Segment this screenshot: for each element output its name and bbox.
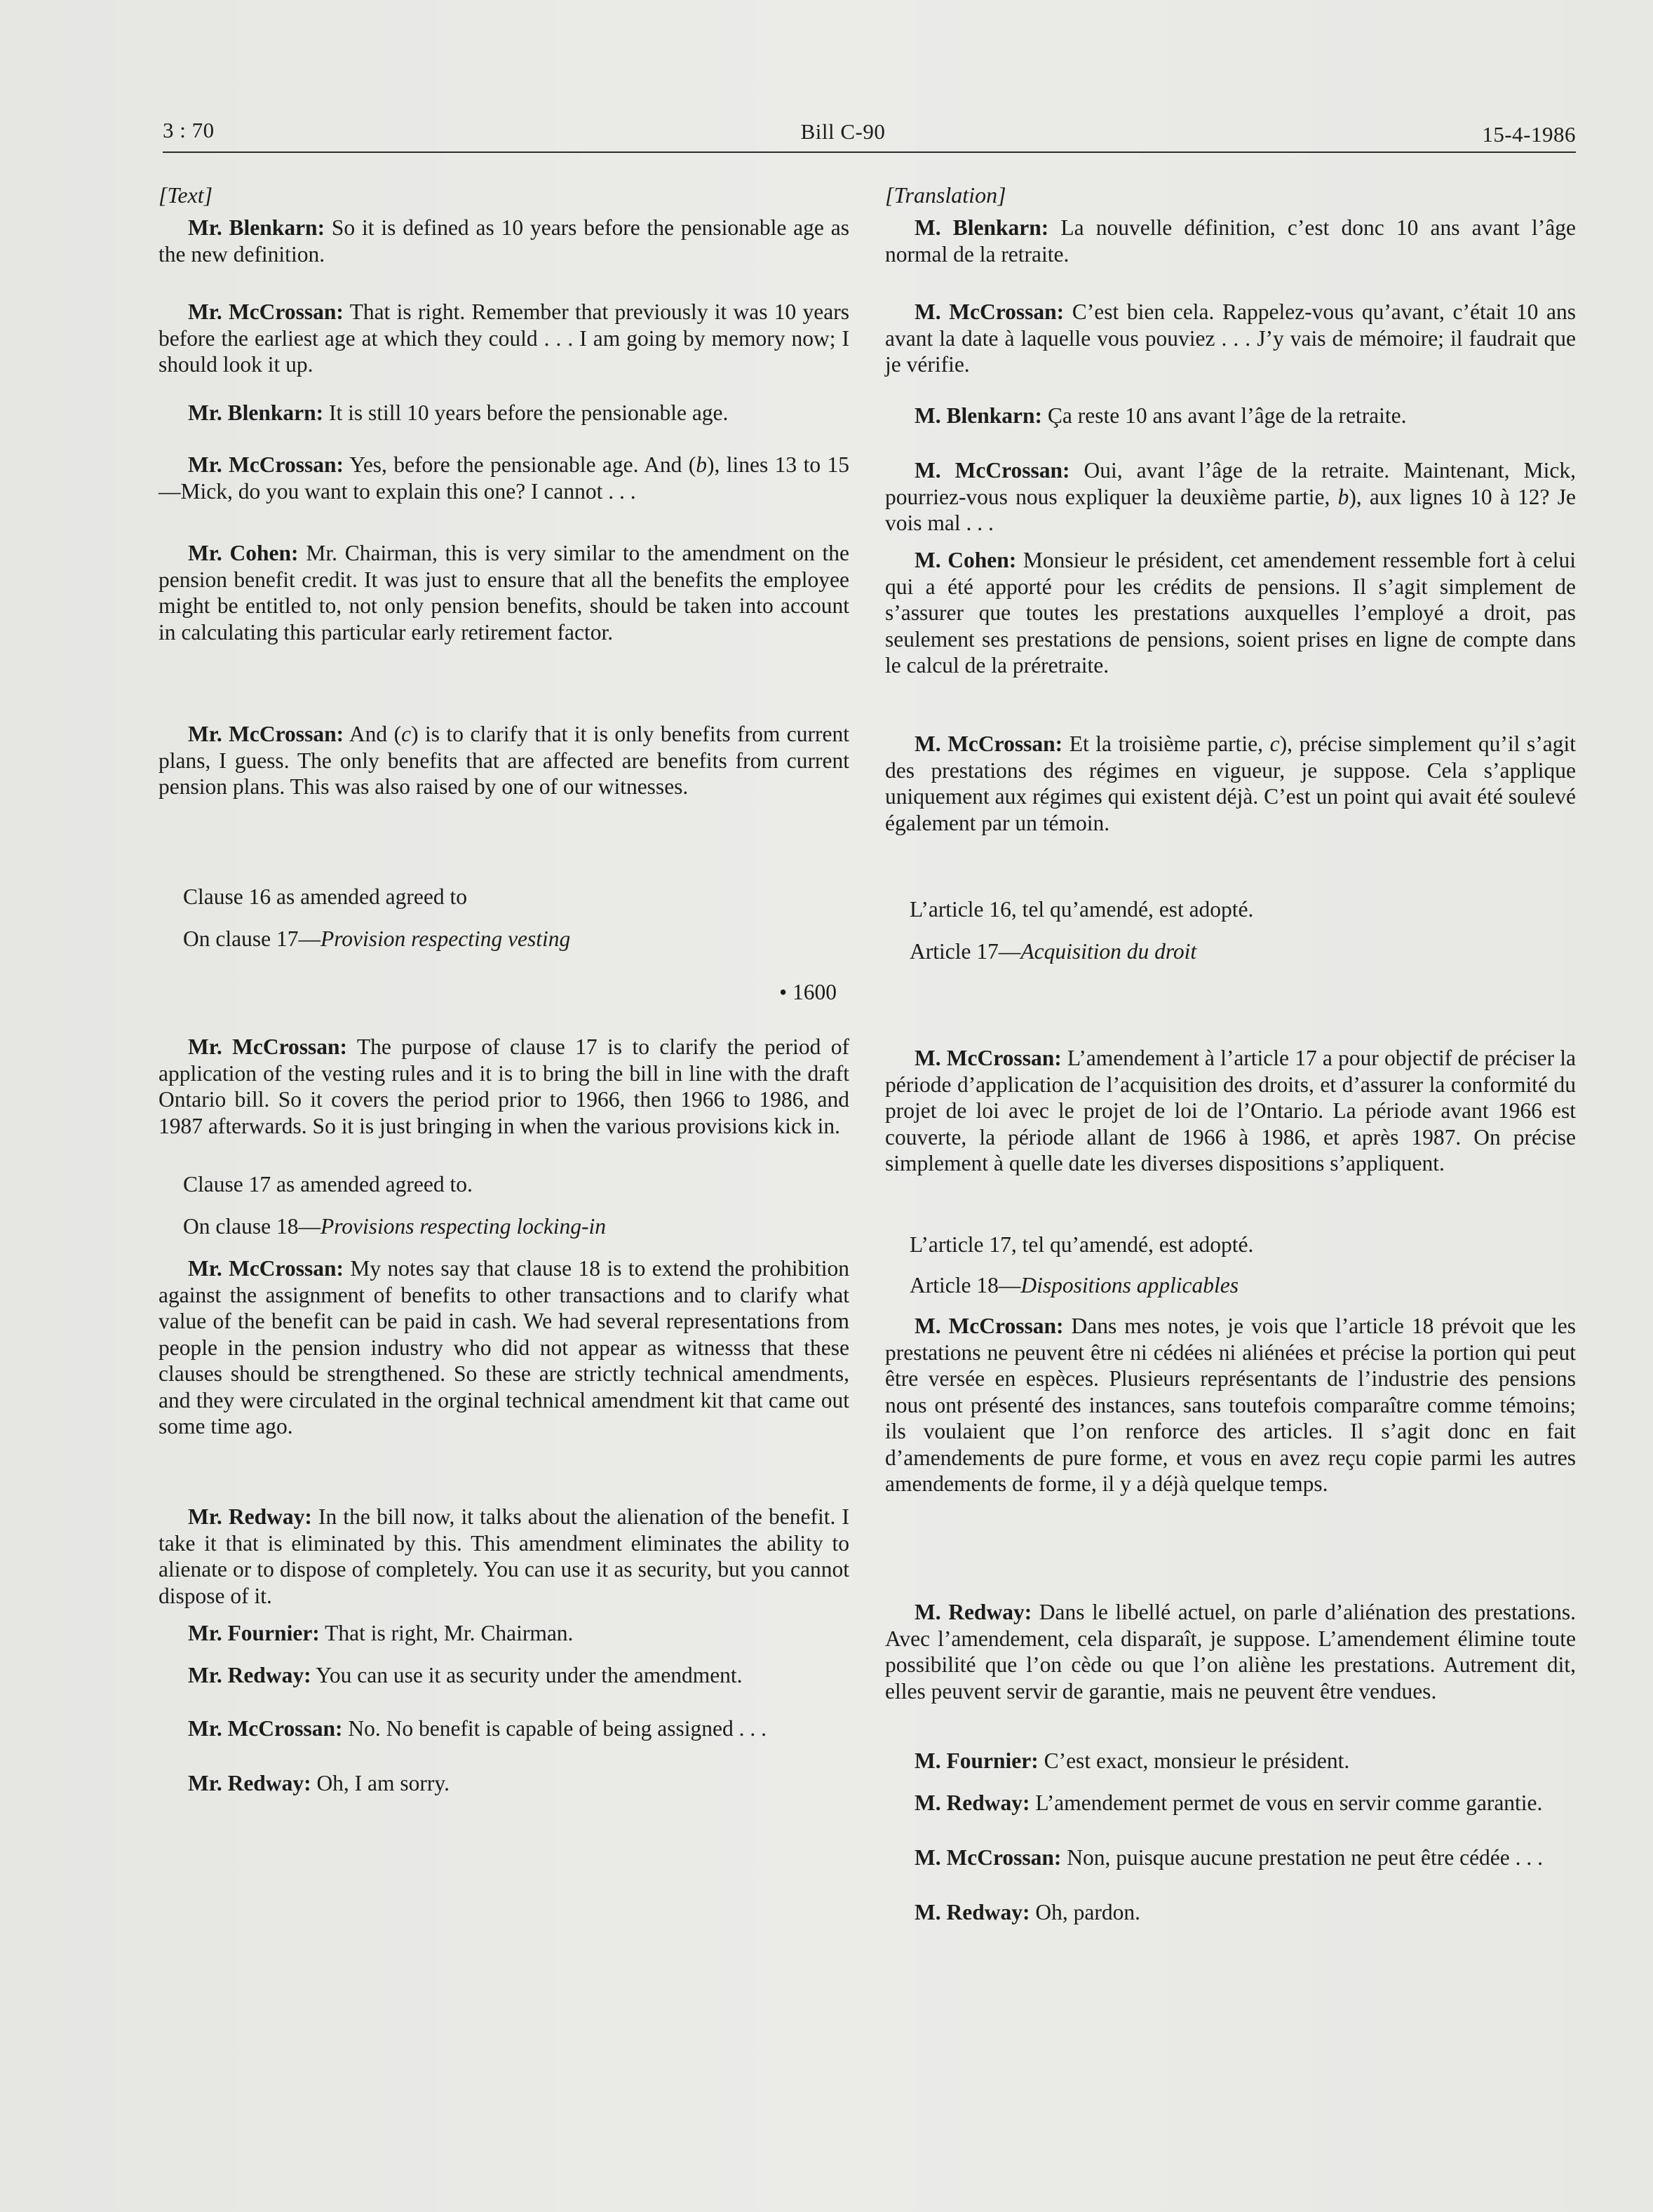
speech-text: That is right, Mr. Chairman. — [319, 1621, 574, 1645]
speaker-name: M. Blenkarn: — [915, 215, 1049, 240]
clause-heading: On clause 18—Provisions respecting locking-in — [183, 1214, 607, 1239]
speech-text: ), aux lignes 10 à 12? Je vois mal . . . — [885, 484, 1576, 535]
paragraph — [885, 1599, 1576, 1704]
speech-text: c — [401, 722, 412, 746]
speech-text: Ça reste 10 ans avant l’âge de la retraite. — [1042, 403, 1407, 428]
paragraph — [885, 1045, 1576, 1177]
paragraph — [885, 403, 1576, 429]
speech-text: Dans mes notes, je vois que l’article 18 prévoit que les prestations ne peuvent être ni cédées ni aliénées et précise la portion qui peut être versée en espèces. Plusieurs représentants de l’industrie des pensions nous ont présenté des instances, sans toutefois comparaître comme témoins; ils voulaient que l’on renforce des articles. Il s’agit donc en fait d’amendements de pure forme, et vous en avez reçu copie parmi les autres amendements de forme, il y a déjà quelque temps. — [885, 1314, 1576, 1496]
speech-text: You can use it as security under the amendment. — [311, 1663, 743, 1687]
speaker-name: Mr. Redway: — [188, 1771, 311, 1795]
time-marker: • 1600 — [779, 980, 837, 1004]
speech-text: My notes say that clause 18 is to extend the prohibition against the assignment of benefits to other transactions and to clarify what value of the benefit can be paid in cash. We had several representations from people in the pension industry who did not appear as witnesss that these clauses should be strengthened. So these are strictly technical amendments, and they were circulated in the orginal technical amendment kit that came out some time ago. — [158, 1256, 849, 1438]
speech-text: ), lines 13 to 15—Mick, do you want to explain this one? I cannot . . . — [158, 452, 849, 504]
speaker-name: M. McCrossan: — [915, 458, 1070, 483]
lang-label-text: Text — [167, 182, 204, 208]
speech-text: Dans le libellé actuel, on parle d’aliénation des prestations. Avec l’amendement, cela disparaît, je suppose. L’amendement élimine toute possibilité que l’on cède ou que l’on aliène les prestations. Autrement dit, elles peuvent servir de garantie, mais ne peuvent être vendues. — [885, 1600, 1576, 1704]
speaker-name: M. Blenkarn: — [915, 403, 1043, 428]
speech-text: That is right. Remember that previously it was 10 years before the earliest age at which they could . . . I am going by memory now; I should look it up. — [158, 299, 849, 377]
speaker-name: M. Fournier: — [915, 1748, 1039, 1773]
paragraph — [885, 1845, 1576, 1871]
speech-text: Non, puisque aucune prestation ne peut être cédée . . . — [1061, 1845, 1544, 1870]
speech-text: In the bill now, it talks about the alienation of the benefit. I take it that is eliminated by this. This amendment eliminates the ability to alienate or to dispose of completely. You can use it as security, but you cannot dispose of it. — [158, 1504, 850, 1608]
paragraph — [885, 299, 1576, 378]
speech-text: It is still 10 years before the pensionable age. — [323, 400, 729, 425]
speaker-name: Mr. Redway: — [188, 1504, 312, 1529]
speaker-name: Mr. Fournier: — [188, 1621, 320, 1645]
paragraph — [885, 457, 1576, 537]
page-header — [163, 118, 1576, 154]
speech-text: ) is to clarify that it is only benefits from current plans, I guess. The only benefits that are affected are benefits from current pension plans. This was also raised by one of our witnesses. — [158, 722, 850, 799]
speaker-name: M. Redway: — [915, 1900, 1030, 1924]
speech-text: And ( — [344, 722, 402, 746]
speech-text: L’amendement permet de vous en servir comme garantie. — [1030, 1790, 1543, 1815]
speaker-name: M. McCrossan: — [915, 1845, 1062, 1870]
speech-text: Oh, pardon. — [1030, 1900, 1140, 1924]
speech-text: Monsieur le président, cet amendement ressemble fort à celui qui a été apporté pour les crédits de pensions. Il s’agit simplement de s’assurer que toutes les prestations auxquelles l’employé a droit, pas seulement ses prestations de pensions, soient prises en ligne de compte dans le calcul de la préretraite. — [885, 548, 1576, 677]
speech-text: Yes, before the pensionable age. And ( — [344, 452, 696, 477]
speech-text: C’est exact, monsieur le président. — [1038, 1748, 1350, 1773]
paragraph — [885, 1899, 1576, 1926]
speaker-name: M. Cohen: — [915, 548, 1017, 572]
clause-heading: On clause 17—Provision respecting vesting — [183, 926, 571, 951]
article-status: L’article 16, tel qu’amendé, est adopté. — [910, 897, 1254, 922]
paragraph — [885, 1790, 1576, 1816]
speaker-name: M. Redway: — [915, 1790, 1030, 1815]
speech-text: No. No benefit is capable of being assigned . . . — [342, 1716, 767, 1741]
speech-text: C’est bien cela. Rappelez-vous qu’avant, c’était 10 ans avant la date à laquelle vous pouviez . . . J’y vais de mémoire; il faudrait que je vérifie. — [885, 299, 1576, 377]
speech-text: b — [1337, 484, 1349, 509]
paragraph — [885, 731, 1576, 836]
speech-text: Oh, I am sorry. — [311, 1771, 450, 1795]
lang-label-fr: [Translation] — [885, 182, 1006, 208]
paragraph — [158, 1620, 849, 1647]
speaker-name: Mr. McCrossan: — [188, 1716, 343, 1741]
header-rule — [163, 151, 1576, 153]
clause-status: Clause 17 as amended agreed to. — [183, 1172, 473, 1196]
speech-text: Et la troisième partie, — [1062, 731, 1270, 756]
paragraph — [885, 1748, 1576, 1774]
bill-title: Bill C-90 — [800, 119, 886, 144]
paragraph — [158, 1662, 849, 1689]
article-status: L’article 17, tel qu’amendé, est adopté. — [910, 1232, 1254, 1257]
speaker-name: M. Redway: — [915, 1600, 1032, 1624]
clause-status: Clause 16 as amended agreed to — [183, 884, 467, 909]
speech-text: L’amendement à l’article 17 a pour objectif de préciser la période d’application de l’acquisition des droits, et d’assurer la conformité du projet de loi avec le projet de loi de l’Ontario. La période avant 1966 est couverte, la période allant de 1966 à 1986, et après 1987. On précise simplement à quelle date les diverses dispositions s’appliquent. — [885, 1046, 1576, 1175]
paragraph — [885, 547, 1576, 679]
paragraph — [158, 215, 849, 267]
speaker-name: Mr. McCrossan: — [188, 452, 344, 477]
speech-text: Mr. Chairman, this is very similar to the amendment on the pension benefit credit. It was just to ensure that all the benefits the employee might be entitled to, not only pension benefits, should be taken into account in calculating this particular early retirement factor. — [158, 541, 850, 645]
article-heading: Article 17—Acquisition du droit — [910, 939, 1197, 964]
paragraph — [158, 299, 849, 378]
paragraph — [158, 452, 849, 504]
paragraph — [158, 1504, 849, 1609]
speaker-name: Mr. McCrossan: — [188, 299, 344, 324]
speaker-name: Mr. McCrossan: — [188, 1256, 344, 1281]
speech-text: Oui, avant l’âge de la retraite. Maintenant, Mick, pourriez-vous nous expliquer la deuxième partie, — [885, 458, 1576, 509]
paragraph — [885, 215, 1576, 267]
speech-text: The purpose of clause 17 is to clarify the period of application of the vesting rules and it is to bring the bill in line with the draft Ontario bill. So it covers the period prior to 1966, then 1966 to 1986, and 1987 afterwards. So it is just bringing in when the various provisions kick in. — [158, 1034, 849, 1138]
page-date: 15-4-1986 — [1482, 122, 1576, 147]
paragraph — [158, 1770, 849, 1797]
article-heading: Article 18—Dispositions applicables — [910, 1273, 1239, 1297]
speaker-name: M. McCrossan: — [915, 299, 1065, 324]
lang-label-en: [Text] — [158, 182, 213, 208]
paragraph — [158, 1034, 849, 1139]
speech-text: La nouvelle définition, c’est donc 10 ans avant l’âge normal de la retraite. — [885, 215, 1576, 267]
speaker-name: Mr. McCrossan: — [188, 1034, 348, 1059]
speaker-name: M. McCrossan: — [915, 1314, 1064, 1338]
page-number: 3 : 70 — [163, 118, 215, 142]
paragraph — [158, 1255, 849, 1440]
speech-text: So it is defined as 10 years before the pensionable age as the new definition. — [158, 215, 849, 267]
speech-text: ), précise simplement qu’il s’agit des prestations des régimes en vigueur, je suppose. Cela s’applique uniquement aux régimes qui existent déjà. C’est un point qui avait été soulevé également par un témoin. — [885, 731, 1577, 835]
speaker-name: Mr. Blenkarn: — [188, 400, 324, 425]
speech-text: b — [696, 452, 708, 477]
paragraph — [158, 1715, 849, 1742]
speaker-name: M. McCrossan: — [915, 1046, 1062, 1070]
paragraph — [158, 400, 849, 426]
speaker-name: Mr. McCrossan: — [188, 722, 344, 746]
speaker-name: Mr. Cohen: — [188, 541, 299, 565]
speaker-name: M. McCrossan: — [915, 731, 1063, 756]
lang-label-text: Translation — [893, 182, 998, 208]
paragraph — [158, 721, 849, 800]
paragraph — [885, 1313, 1576, 1497]
speech-text: c — [1269, 731, 1280, 756]
speaker-name: Mr. Redway: — [188, 1663, 311, 1687]
paragraph — [158, 540, 849, 645]
speaker-name: Mr. Blenkarn: — [188, 215, 325, 240]
